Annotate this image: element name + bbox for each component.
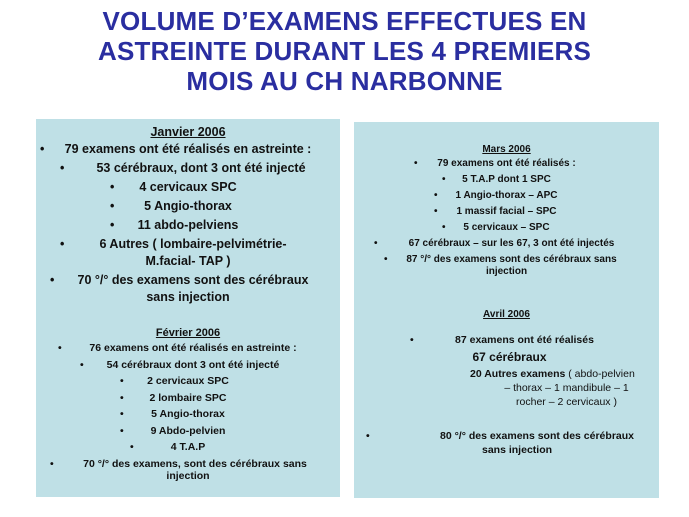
mars-heading: Mars 2006 [482, 144, 531, 155]
bullet-icon: • [384, 254, 388, 265]
list-item: • 6 Autres ( lombaire-pelvimétrie- [36, 235, 340, 254]
bullet-icon: • [414, 158, 418, 169]
fevrier-heading: Février 2006 [155, 327, 221, 339]
list-item: • 5 T.A.P dont 1 SPC [354, 172, 659, 188]
bullet-icon: • [442, 174, 446, 185]
list-item: • 87 examens ont été réalisés [410, 334, 594, 346]
title-line-2: ASTREINTE DURANT LES 4 PREMIERS [97, 36, 592, 66]
list-item: • 70 °/° des examens sont des cérébraux [36, 271, 340, 290]
list-item-continuation: sans injection [482, 444, 553, 456]
bullet-icon: • [120, 408, 124, 420]
avril-section [354, 308, 659, 457]
list-item: • 79 examens ont été réalisés : [354, 156, 659, 172]
list-item: • 2 cervicaux SPC [36, 373, 340, 390]
bullet-icon: • [442, 222, 446, 233]
bullet-icon: • [374, 238, 378, 249]
list-item-continuation: – thorax – 1 mandibule – 1 [504, 382, 629, 394]
bullet-icon: • [366, 430, 370, 442]
list-item: • 5 Angio-thorax [36, 197, 340, 216]
bullet-icon: • [50, 273, 55, 287]
bullet-icon: • [110, 199, 115, 213]
list-item: • 9 Abdo-pelvien [36, 423, 340, 440]
janvier-heading: Janvier 2006 [150, 125, 226, 139]
list-item: • 76 examens ont été réalisés en astreinte : [36, 340, 340, 357]
bullet-icon: • [120, 424, 124, 437]
list-item: • 53 cérébraux, dont 3 ont été injecté [36, 159, 340, 178]
list-item: • 1 Angio-thorax – APC [354, 188, 659, 204]
list-item-continuation: injection [166, 470, 210, 482]
list-item: • 5 cervicaux – SPC [354, 220, 659, 236]
bullet-icon: • [60, 161, 65, 175]
list-item: • 87 °/° des examens sont des cérébraux sans [354, 252, 659, 268]
right-panel [354, 122, 659, 498]
list-item: • 80 °/° des examens sont des cérébraux [366, 430, 634, 442]
bullet-icon: • [40, 142, 45, 156]
bullet-icon: • [110, 180, 115, 194]
list-item: • 2 lombaire SPC [36, 390, 340, 407]
list-item: • 54 cérébraux dont 3 ont été injecté [36, 357, 340, 374]
list-item-continuation: M.facial- TAP ) [145, 254, 231, 268]
avril-heading: Avril 2006 [483, 309, 530, 320]
title-line-1: VOLUME D’EXAMENS EFFECTUES EN [102, 6, 587, 36]
list-item: 67 cérébraux [472, 350, 547, 364]
janvier-section [36, 125, 340, 307]
list-item-continuation: rocher – 2 cervicaux ) [516, 396, 617, 408]
list-item: • 79 examens ont été réalisés en astreinte : [36, 140, 340, 159]
bullet-icon: • [434, 206, 438, 217]
bullet-icon: • [120, 375, 124, 387]
list-item: • 4 cervicaux SPC [36, 178, 340, 197]
list-item: • 70 °/° des examens, sont des cérébraux sans [36, 456, 340, 473]
bullet-icon: • [110, 218, 115, 232]
list-item: • 4 T.A.P [36, 439, 340, 456]
mars-section [354, 143, 659, 280]
bullet-icon: • [120, 391, 124, 404]
list-item: • 5 Angio-thorax [36, 406, 340, 423]
list-item-continuation: injection [485, 266, 528, 277]
list-item-continuation: sans injection [146, 290, 230, 304]
bullet-icon: • [130, 441, 134, 453]
list-item: • 11 abdo-pelviens [36, 216, 340, 235]
list-item: • 67 cérébraux – sur les 67, 3 ont été injectés [354, 236, 659, 252]
left-panel [36, 119, 340, 497]
bullet-icon: • [434, 190, 438, 201]
bullet-icon: • [410, 334, 414, 346]
bullet-icon: • [58, 342, 62, 354]
bullet-icon: • [80, 358, 84, 371]
list-item: • 1 massif facial – SPC [354, 204, 659, 220]
slide-title [0, 6, 689, 96]
list-item: 20 Autres examens ( abdo-pelvien [470, 368, 635, 380]
title-line-3: MOIS AU CH NARBONNE [186, 66, 503, 96]
fevrier-section [36, 326, 340, 485]
bullet-icon: • [60, 237, 65, 251]
bullet-icon: • [50, 457, 54, 470]
